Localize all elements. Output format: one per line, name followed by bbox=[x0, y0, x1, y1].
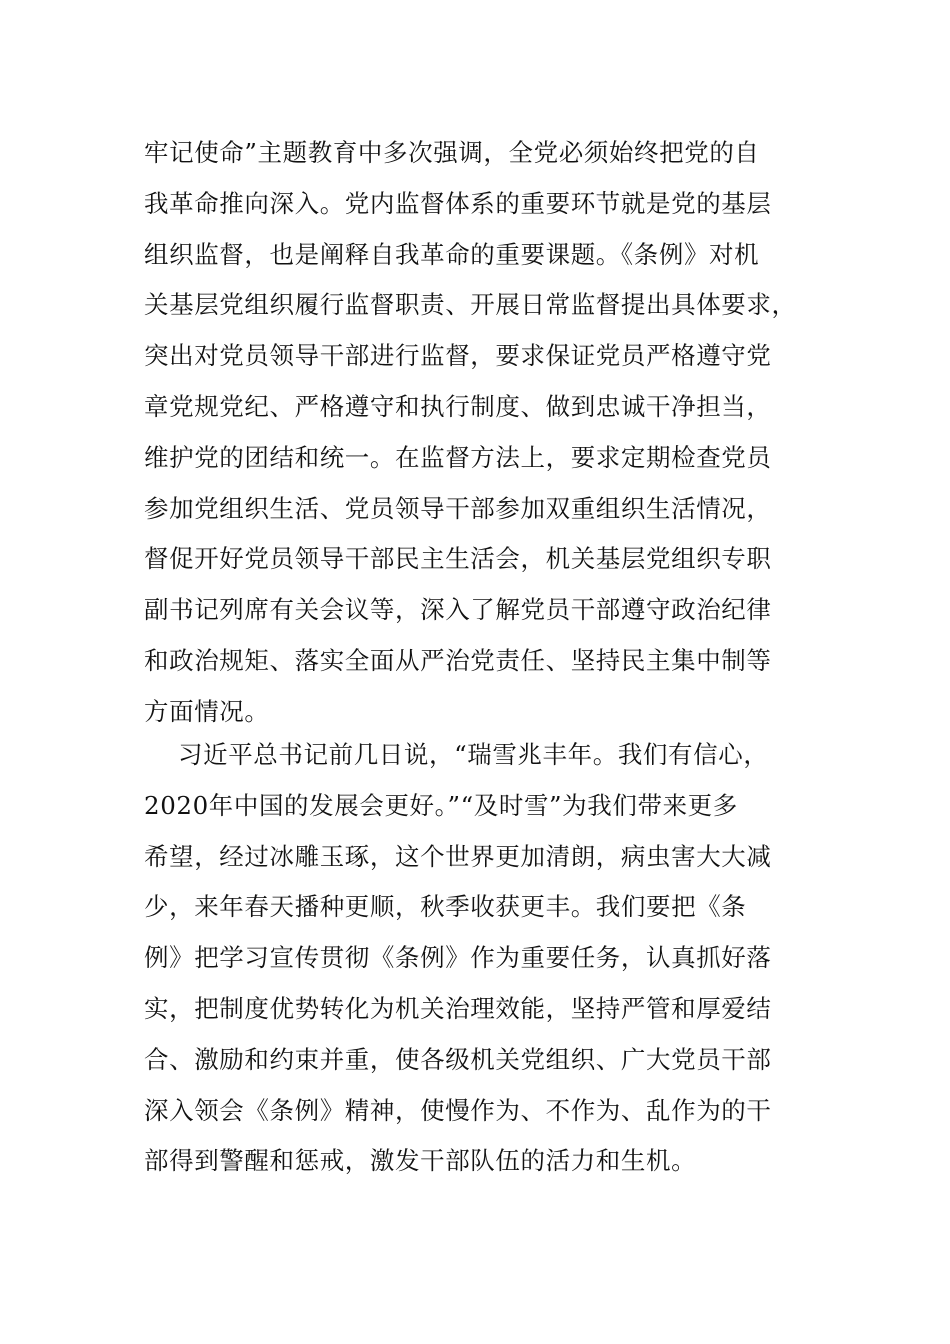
text-line: 习近平总书记前几日说，“瑞雪兆丰年。我们有信心， bbox=[178, 740, 769, 769]
text-line: 参加党组织生活、党员领导干部参加双重组织生活情况， bbox=[144, 493, 772, 523]
text-line: 督促开好党员领导干部民主生活会，机关基层党组织专职 bbox=[144, 544, 772, 574]
text-line: 实，把制度优势转化为机关治理效能，坚持严管和厚爱结 bbox=[144, 993, 772, 1023]
text-line: 牢记使命”主题教育中多次强调，全党必须始终把党的自 bbox=[144, 138, 760, 167]
text-line: 副书记列席有关会议等，深入了解党员干部遵守政治纪律 bbox=[144, 595, 772, 625]
text-line: 维护党的团结和统一。在监督方法上，要求定期检查党员 bbox=[144, 442, 772, 472]
text-line: 章党规党纪、严格遵守和执行制度、做到忠诚干净担当， bbox=[144, 391, 772, 421]
text-line: 合、激励和约束并重，使各级机关党组织、广大党员干部 bbox=[144, 1044, 772, 1074]
text-line: 少，来年春天播种更顺，秋季收获更丰。我们要把《条 bbox=[144, 892, 747, 922]
text-line: 我革命推向深入。党内监督体系的重要环节就是党的基层 bbox=[144, 188, 772, 218]
text-line: 例》把学习宣传贯彻《条例》作为重要任务，认真抓好落 bbox=[144, 943, 772, 973]
text-line: 和政治规矩、落实全面从严治党责任、坚持民主集中制等 bbox=[144, 645, 772, 675]
text-line: 希望，经过冰雕玉琢，这个世界更加清朗，病虫害大大减 bbox=[144, 841, 772, 871]
text-line: 组织监督，也是阐释自我革命的重要课题。《条例》对机 bbox=[144, 239, 760, 269]
paragraph-1 bbox=[144, 128, 824, 738]
text-line: 2020年中国的发展会更好。”“及时雪”为我们带来更多 bbox=[144, 790, 738, 820]
text-line: 部得到警醒和惩戒，激发干部队伍的活力和生机。 bbox=[144, 1146, 697, 1176]
text-line: 深入领会《条例》精神，使慢作为、不作为、乱作为的干 bbox=[144, 1095, 772, 1125]
text-line: 关基层党组织履行监督职责、开展日常监督提出具体要求， bbox=[144, 290, 797, 320]
text-line: 突出对党员领导干部进行监督，要求保证党员严格遵守党 bbox=[144, 341, 772, 371]
paragraph-2 bbox=[144, 730, 824, 1187]
text-line: 方面情况。 bbox=[144, 696, 270, 726]
